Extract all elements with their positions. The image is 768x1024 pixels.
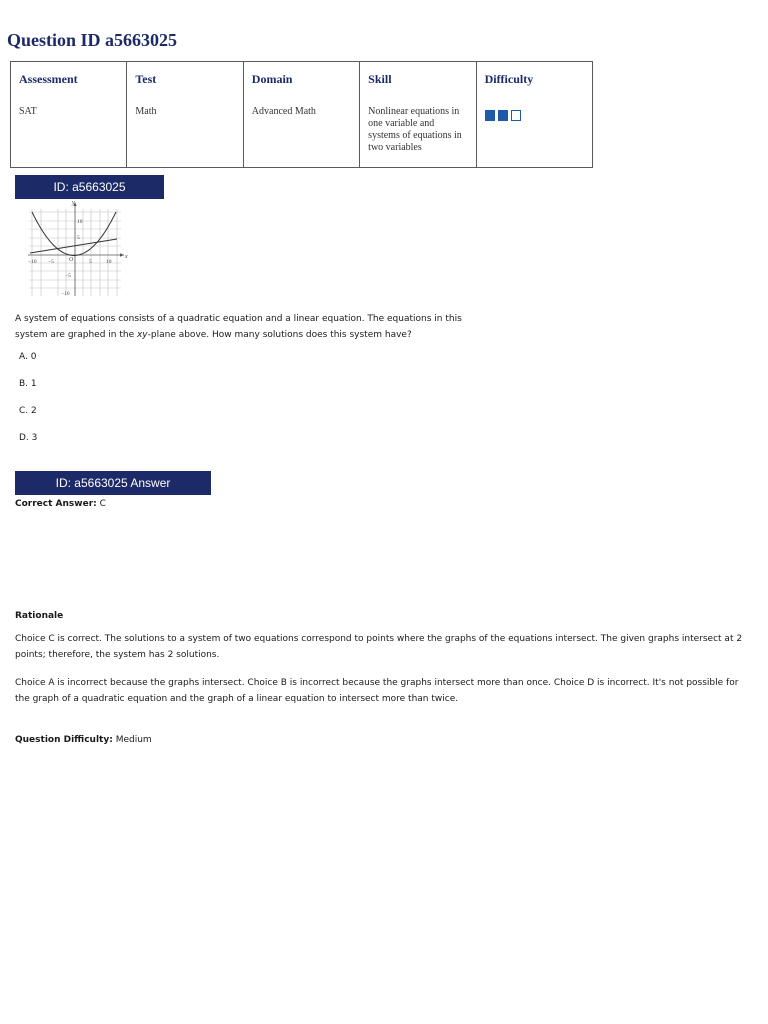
correct-answer-label: Correct Answer: bbox=[15, 499, 97, 509]
assessment-value: SAT bbox=[19, 106, 37, 117]
rationale-heading: Rationale bbox=[15, 611, 64, 621]
quadratic-curve bbox=[32, 212, 116, 256]
question-difficulty-value: Medium bbox=[115, 735, 152, 745]
question-difficulty bbox=[15, 735, 152, 745]
domain-cell bbox=[243, 62, 359, 168]
x-axis-label: x bbox=[125, 254, 128, 260]
option-a: A. 0 bbox=[19, 352, 37, 362]
skill-value: Nonlinear equations in one variable and systems of equations in two variables bbox=[368, 106, 462, 153]
x-tick-label: 10 bbox=[106, 259, 112, 265]
question-text-italic: xy bbox=[136, 330, 148, 340]
difficulty-cell bbox=[476, 62, 592, 168]
option-c: C. 2 bbox=[19, 406, 37, 416]
question-metadata-table bbox=[10, 61, 593, 168]
option-d: D. 3 bbox=[19, 433, 38, 443]
y-tick-label: 5 bbox=[77, 235, 80, 241]
x-tick-label: −10 bbox=[28, 259, 37, 265]
answer-id-banner: ID: a5663025 Answer bbox=[15, 471, 211, 495]
difficulty-header: Difficulty bbox=[484, 72, 534, 86]
y-tick-label: −10 bbox=[61, 291, 70, 297]
skill-cell bbox=[360, 62, 476, 168]
difficulty-indicator bbox=[485, 110, 584, 121]
rationale-paragraph-2: Choice A is incorrect because the graphs intersect. Choice B is incorrect because the graphs intersect more than once. Choice D is incorrect. It's not possible for the graph of a quadratic equation and the graph of a linear equation to intersect more than twice. bbox=[15, 678, 739, 704]
x-tick-label: 5 bbox=[89, 259, 92, 265]
page-title: Question ID a5663025 bbox=[7, 30, 178, 50]
difficulty-bar-filled bbox=[485, 110, 495, 121]
question-difficulty-label: Question Difficulty: bbox=[15, 735, 113, 745]
domain-value: Advanced Math bbox=[251, 106, 316, 117]
difficulty-bar-filled bbox=[498, 110, 508, 121]
option-b: B. 1 bbox=[19, 379, 37, 389]
y-tick-label: 10 bbox=[77, 219, 83, 225]
system-graph bbox=[25, 199, 129, 299]
test-cell bbox=[127, 62, 243, 168]
assessment-cell bbox=[11, 62, 127, 168]
x-axis-arrow bbox=[120, 253, 124, 256]
origin-label: O bbox=[69, 257, 74, 263]
assessment-header: Assessment bbox=[19, 72, 78, 86]
y-axis-label: y bbox=[72, 200, 75, 206]
correct-answer bbox=[15, 499, 106, 509]
difficulty-bar-empty bbox=[511, 110, 521, 121]
question-id-banner: ID: a5663025 bbox=[15, 175, 164, 199]
test-value: Math bbox=[135, 106, 157, 117]
rationale-paragraph-1: Choice C is correct. The solutions to a system of two equations correspond to points where the graphs of the equations intersect. The given graphs intersect at 2 points; therefore, the system has 2 solutions. bbox=[15, 634, 743, 660]
x-tick-label: −5 bbox=[48, 259, 54, 265]
skill-header: Skill bbox=[368, 72, 392, 86]
test-header: Test bbox=[135, 72, 157, 86]
domain-header: Domain bbox=[251, 72, 293, 86]
question-text bbox=[15, 311, 495, 343]
y-tick-label: −5 bbox=[65, 273, 71, 279]
correct-answer-value: C bbox=[99, 499, 106, 509]
question-text-part: A system of equations consists of a quadratic equation and a linear equation. The equations in this system are graphed in the bbox=[15, 314, 462, 340]
question-text-part: -plane above. How many solutions does this system have? bbox=[147, 330, 412, 340]
